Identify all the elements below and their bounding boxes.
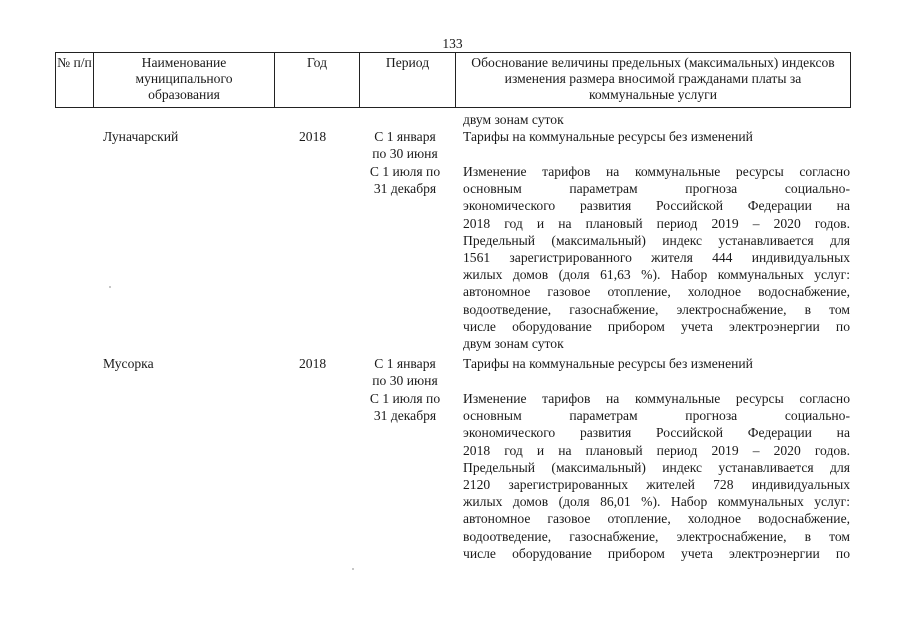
paragraph-line: экономического развития Российской Федерации на — [463, 425, 850, 441]
paragraph-line: 2018 год и на плановый период 2019 – 2020 годов. — [463, 215, 850, 231]
period-start: С 1 июля по — [369, 164, 441, 179]
period-start: С 1 января — [374, 129, 436, 144]
paragraph-line: основным параметрам прогноза социально- — [463, 181, 850, 197]
period-first-half — [356, 128, 454, 162]
paragraph-line: жилых домов (доля 61,63 %). Набор коммунальных услуг: — [463, 267, 850, 283]
paragraph-line: 1561 зарегистрированного жителя 444 индивидуальных — [463, 249, 850, 265]
row-name: Мусорка — [103, 356, 154, 371]
row-name: Луначарский — [103, 129, 179, 144]
paragraph-line: числе оборудование прибором учета электроэнергии по — [463, 318, 850, 334]
header-num: № п/п — [57, 55, 92, 70]
period-first-half — [356, 355, 454, 389]
paragraph-line: 2018 год и на плановый период 2019 – 2020 годов. — [463, 442, 850, 458]
tariff-unchanged-text: Тарифы на коммунальные ресурсы без изменений — [463, 356, 753, 371]
header-year: Год — [307, 55, 327, 70]
continuation-text: двум зонам суток — [463, 112, 564, 127]
header-name: Наименование муниципального образования — [135, 55, 233, 102]
paragraph-line: Изменение тарифов на коммунальные ресурсы согласно — [463, 164, 850, 179]
paragraph-line: двум зонам суток — [463, 335, 564, 351]
period-end: по 30 июня — [372, 146, 438, 162]
justification-paragraph — [463, 390, 850, 562]
paragraph-line: 2120 зарегистрированных жителей 728 индивидуальных — [463, 476, 850, 492]
paragraph-line: экономического развития Российской Федерации на — [463, 198, 850, 214]
period-start: С 1 июля по — [369, 391, 441, 406]
paragraph-line: автономное газовое отопление, холодное водоснабжение, — [463, 284, 850, 300]
paragraph-line: числе оборудование прибором учета электроэнергии по — [463, 545, 850, 561]
page-number: 133 — [442, 36, 463, 51]
period-end: по 30 июня — [372, 373, 438, 389]
period-end: 31 декабря — [373, 408, 437, 424]
justification-paragraph — [463, 163, 850, 352]
paragraph-line: жилых домов (доля 86,01 %). Набор коммунальных услуг: — [463, 494, 850, 510]
tariff-unchanged-text: Тарифы на коммунальные ресурсы без изменений — [463, 129, 753, 144]
period-end: 31 декабря — [373, 181, 437, 197]
row-year: 2018 — [299, 129, 327, 144]
paragraph-line: основным параметрам прогноза социально- — [463, 408, 850, 424]
scan-speck — [352, 568, 354, 570]
table-header — [55, 52, 851, 108]
header-period: Период — [385, 55, 430, 70]
period-start: С 1 января — [374, 356, 436, 371]
row-year: 2018 — [299, 356, 327, 371]
header-justification: Обоснование величины предельных (максимальных) индексов изменения размера вносимой гражданами платы за коммунальные услуги — [471, 55, 835, 102]
period-second-half — [356, 390, 454, 424]
paragraph-line: водоотведение, газоснабжение, электроснабжение, в том — [463, 528, 850, 544]
paragraph-line: Предельный (максимальный) индекс устанавливается для — [463, 232, 850, 248]
paragraph-line: водоотведение, газоснабжение, электроснабжение, в том — [463, 301, 850, 317]
paragraph-line: Предельный (максимальный) индекс устанавливается для — [463, 459, 850, 475]
scan-speck — [109, 286, 111, 288]
period-second-half — [356, 163, 454, 197]
paragraph-line: Изменение тарифов на коммунальные ресурсы согласно — [463, 391, 850, 406]
paragraph-line: автономное газовое отопление, холодное водоснабжение, — [463, 511, 850, 527]
